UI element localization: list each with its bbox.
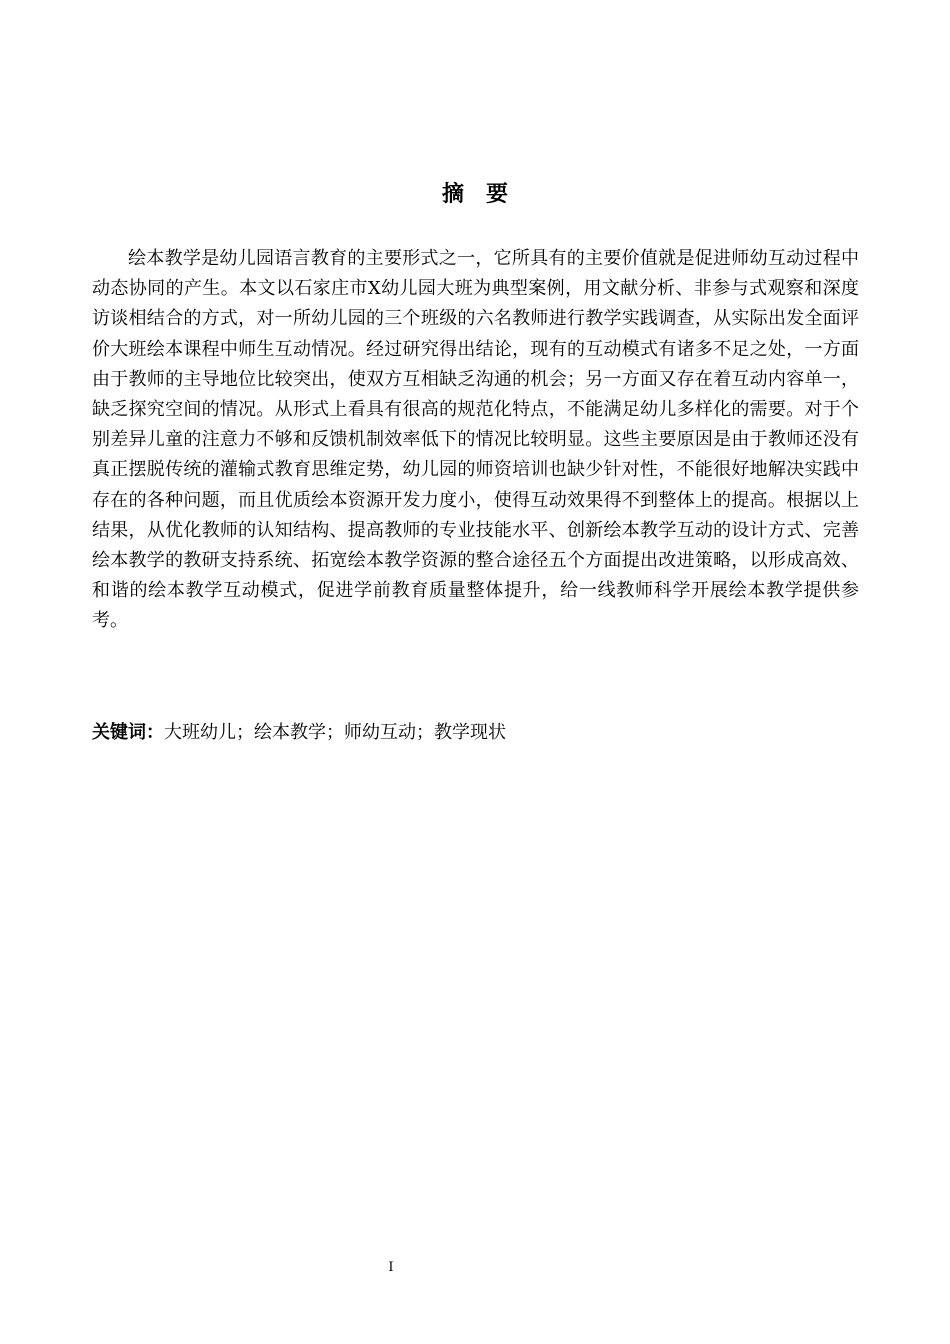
keywords-label: 关键词： [92,722,164,743]
keywords-line [92,718,859,748]
keywords-text: 大班幼儿；绘本教学；师幼互动；教学现状 [164,722,506,743]
page-number: I [388,1260,394,1275]
page-title: 摘要 [441,182,530,207]
abstract-paragraph: 绘本教学是幼儿园语言教育的主要形式之一，它所具有的主要价值就是促进师幼互动过程中动态协同的产生。本文以石家庄市X幼儿园大班为典型案例，用文献分析、非参与式观察和深度访谈相结合的方式，对一所幼儿园的三个班级的六名教师进行教学实践调查，从实际出发全面评价大班绘本课程中师生互动情况。经过研究得出结论，现有的互动模式有诸多不足之处，一方面由于教师的主导地位比较突出，使双方互相缺乏沟通的机会；另一方面又存在着互动内容单一，缺乏探究空间的情况。从形式上看具有很高的规范化特点，不能满足幼儿多样化的需要。对于个别差异儿童的注意力不够和反馈机制效率低下的情况比较明显。这些主要原因是由于教师还没有真正摆脱传统的灌输式教育思维定势，幼儿园的师资培训也缺少针对性，不能很好地解决实践中存在的各种问题，而且优质绘本资源开发力度小，使得互动效果得不到整体上的提高。根据以上结果，从优化教师的认知结构、提高教师的专业技能水平、创新绘本教学互动的设计方式、完善绘本教学的教研支持系统、拓宽绘本教学资源的整合途径五个方面提出改进策略，以形成高效、和谐的绘本教学互动模式，促进学前教育质量整体提升，给一线教师科学开展绘本教学提供参考。 [92,248,859,632]
